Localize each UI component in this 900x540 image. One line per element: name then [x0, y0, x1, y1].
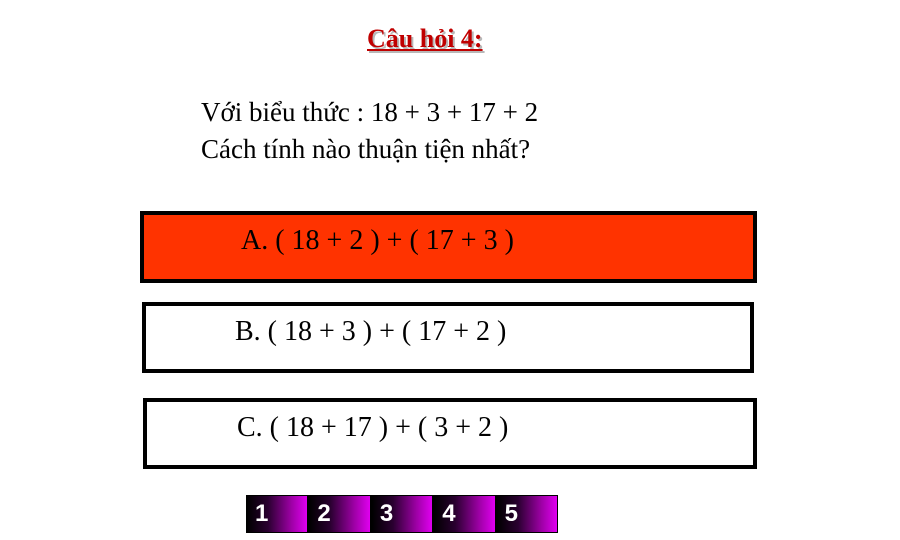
question-line-1: Với biểu thức : 18 + 3 + 17 + 2: [201, 97, 539, 127]
answer-a-label: A. ( 18 + 2 ) + ( 17 + 3 ): [241, 225, 514, 256]
timer-cell-2: 2: [309, 496, 371, 532]
timer-cell-4: 4: [434, 496, 496, 532]
answer-b-button[interactable]: [142, 302, 754, 373]
countdown-timer: [246, 495, 558, 533]
timer-cell-5: 5: [497, 496, 557, 532]
answer-c-button[interactable]: [143, 398, 757, 469]
question-text: [201, 94, 538, 168]
answer-c-label: C. ( 18 + 17 ) + ( 3 + 2 ): [237, 412, 509, 443]
timer-cell-3: 3: [372, 496, 434, 532]
question-line-2: Cách tính nào thuận tiện nhất?: [201, 134, 531, 164]
timer-cell-1: 1: [247, 496, 309, 532]
answer-a-button[interactable]: [140, 211, 757, 283]
question-title: Câu hỏi 4:: [367, 24, 483, 53]
answer-b-label: B. ( 18 + 3 ) + ( 17 + 2 ): [235, 316, 507, 347]
